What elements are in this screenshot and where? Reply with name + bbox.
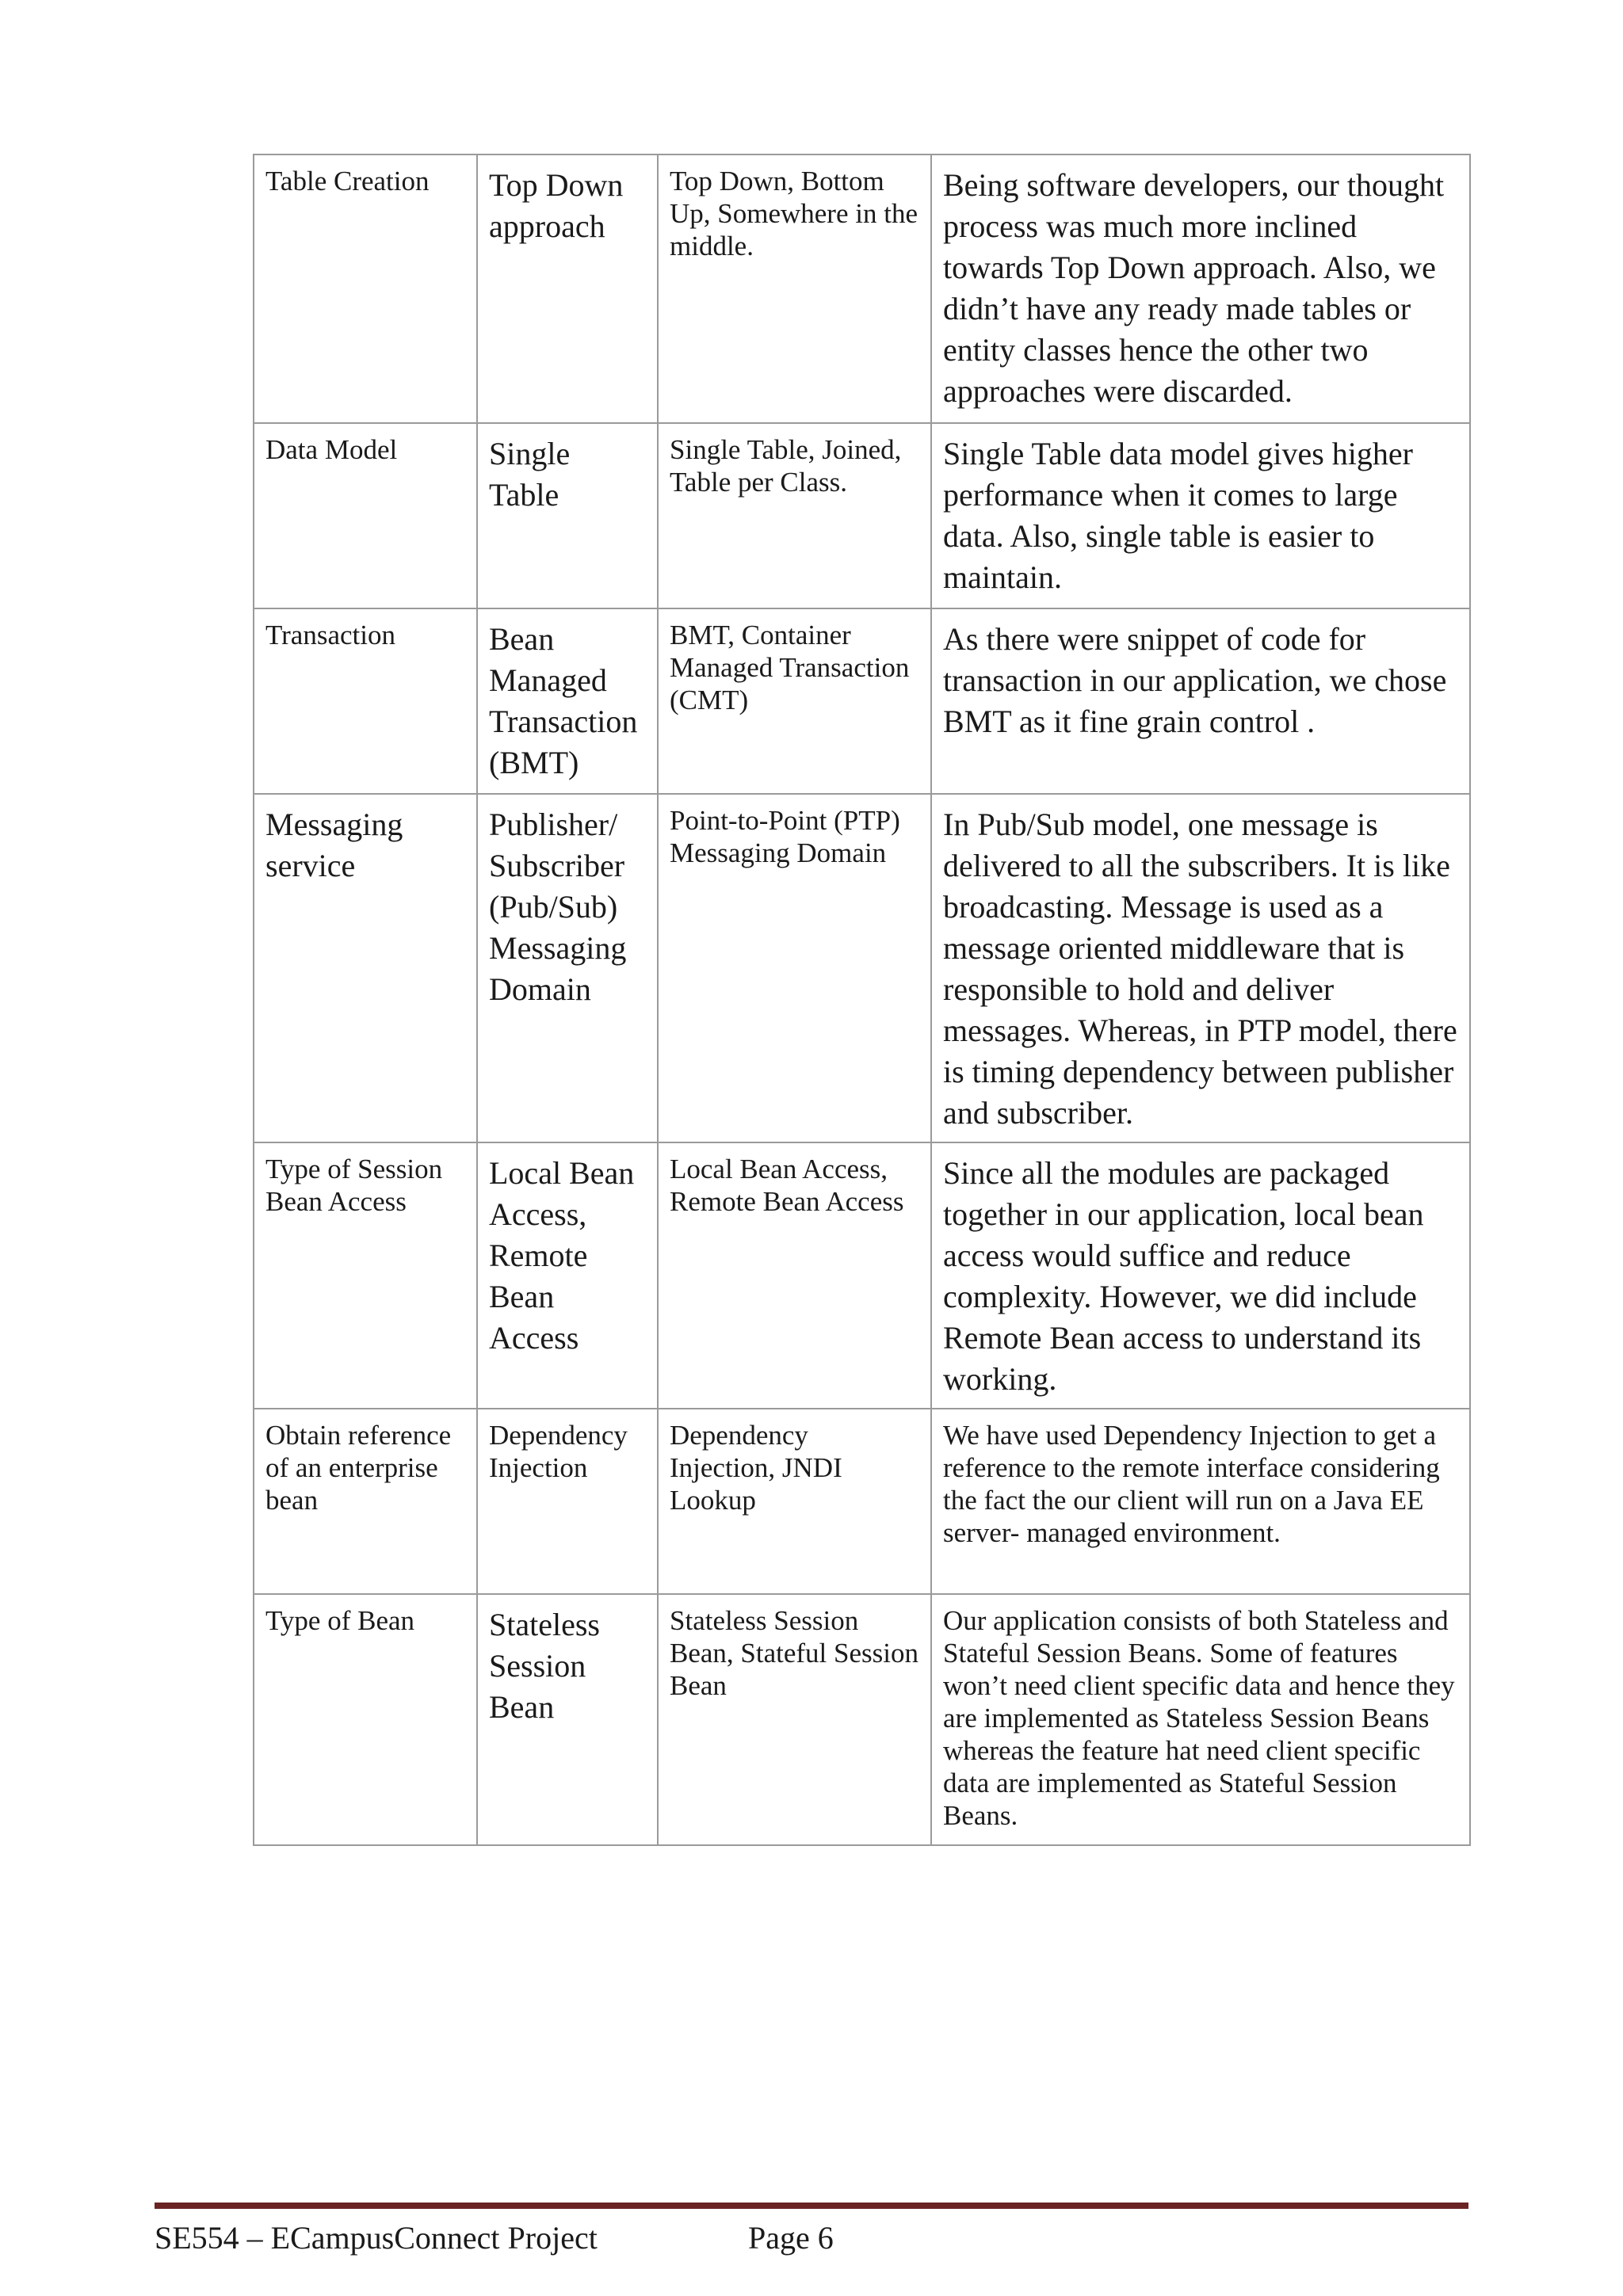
chosen-cell: Publisher/ Subscriber (Pub/Sub) Messaging Domain	[477, 794, 658, 1142]
footer-page-number: Page 6	[748, 2220, 834, 2256]
justification-cell: As there were snippet of code for transaction in our application, we chose BMT as it fine grain control .	[931, 608, 1470, 794]
aspect-cell: Type of Bean	[254, 1594, 477, 1845]
justification-cell: We have used Dependency Injection to get a reference to the remote interface considering the fact the our client will run on a Java EE server- managed environment.	[931, 1409, 1470, 1594]
table-row	[254, 1594, 1470, 1845]
table-row	[254, 608, 1470, 794]
justification-cell: Our application consists of both Stateless and Stateful Session Beans. Some of features won’t need client specific data and hence they are implemented as Stateless Session Beans whereas the feature hat need client specific data are implemented as Stateful Session Beans.	[931, 1594, 1470, 1845]
aspect-cell: Table Creation	[254, 154, 477, 423]
options-cell: Top Down, Bottom Up, Somewhere in the middle.	[658, 154, 931, 423]
footer-rule	[155, 2203, 1468, 2209]
chosen-cell: Single Table	[477, 423, 658, 608]
table-row	[254, 423, 1470, 608]
options-cell: Stateless Session Bean, Stateful Session Bean	[658, 1594, 931, 1845]
chosen-cell: Bean Managed Transaction (BMT)	[477, 608, 658, 794]
chosen-cell: Stateless Session Bean	[477, 1594, 658, 1845]
options-cell: Local Bean Access, Remote Bean Access	[658, 1142, 931, 1409]
options-cell: Single Table, Joined, Table per Class.	[658, 423, 931, 608]
justification-cell: Single Table data model gives higher performance when it comes to large data. Also, single table is easier to maintain.	[931, 423, 1470, 608]
chosen-cell: Local Bean Access, Remote Bean Access	[477, 1142, 658, 1409]
options-cell: BMT, Container Managed Transaction (CMT)	[658, 608, 931, 794]
justification-cell: Being software developers, our thought process was much more inclined towards Top Down approach. Also, we didn’t have any ready made tables or entity classes hence the other two approaches were discarded.	[931, 154, 1470, 423]
justification-cell: In Pub/Sub model, one message is delivered to all the subscribers. It is like broadcasting. Message is used as a message oriented middleware that is responsible to hold and deliver messages. Whereas, in PTP model, there is timing dependency between publisher and subscriber.	[931, 794, 1470, 1142]
design-decisions-table	[253, 154, 1471, 1846]
aspect-cell: Messaging service	[254, 794, 477, 1142]
table-row	[254, 1142, 1470, 1409]
aspect-cell: Obtain reference of an enterprise bean	[254, 1409, 477, 1594]
table-row	[254, 154, 1470, 423]
footer-title: SE554 – ECampusConnect Project	[155, 2220, 598, 2256]
options-cell: Dependency Injection, JNDI Lookup	[658, 1409, 931, 1594]
chosen-cell: Top Down approach	[477, 154, 658, 423]
chosen-cell: Dependency Injection	[477, 1409, 658, 1594]
aspect-cell: Type of Session Bean Access	[254, 1142, 477, 1409]
justification-cell: Since all the modules are packaged together in our application, local bean access would suffice and reduce complexity. However, we did include Remote Bean access to understand its working.	[931, 1142, 1470, 1409]
aspect-cell: Transaction	[254, 608, 477, 794]
options-cell: Point-to-Point (PTP) Messaging Domain	[658, 794, 931, 1142]
table-row	[254, 794, 1470, 1142]
table-row	[254, 1409, 1470, 1594]
aspect-cell: Data Model	[254, 423, 477, 608]
